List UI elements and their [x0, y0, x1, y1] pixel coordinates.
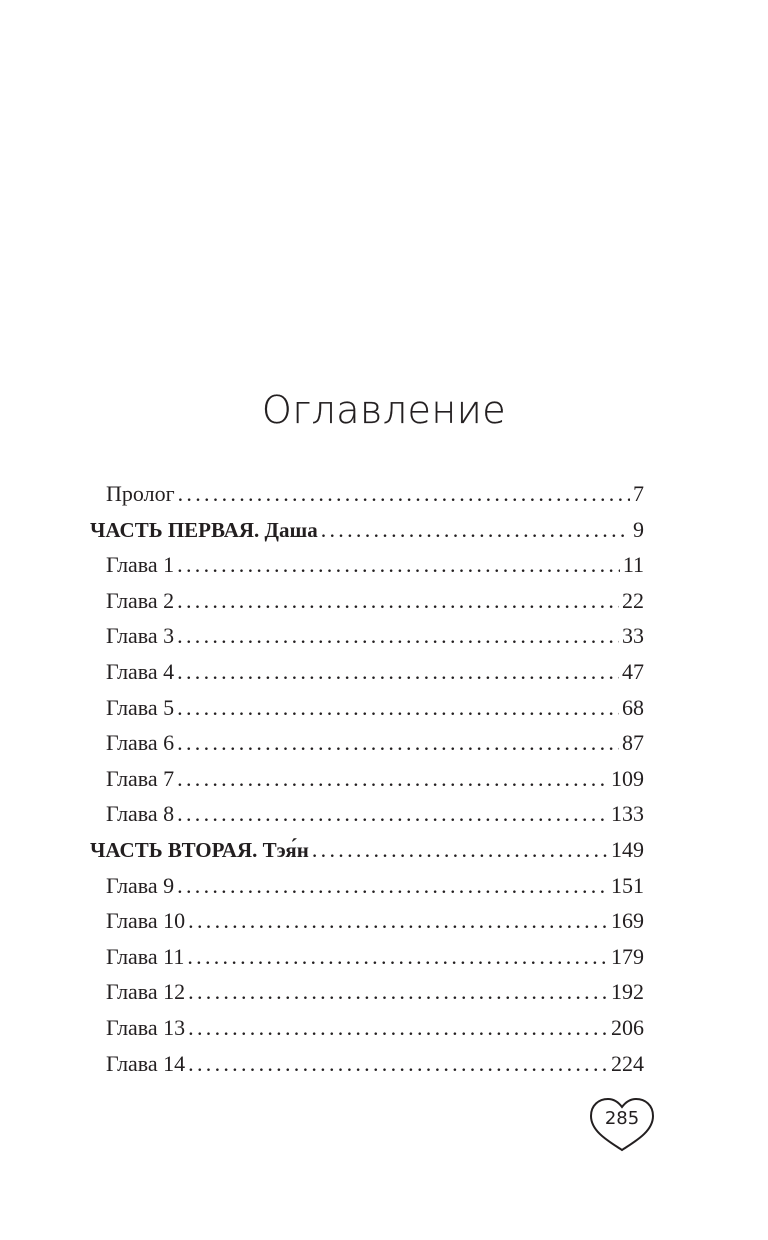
toc-entry-label: Глава 11 [106, 943, 185, 969]
toc-leader-dots [188, 974, 608, 1010]
toc-entry-label: ЧАСТЬ ВТОРАЯ. Тэя́н [90, 837, 309, 862]
toc-part-row [90, 512, 644, 548]
toc-entry-label: Глава 14 [106, 1050, 186, 1076]
toc-entry-page: 9 [633, 516, 644, 542]
toc-entry-label: Глава 10 [106, 908, 186, 934]
toc-leader-dots [177, 690, 619, 726]
toc-chapter-row [90, 761, 644, 797]
toc-leader-dots [177, 583, 619, 619]
toc-entry-page: 179 [611, 943, 644, 969]
toc-chapter-row [90, 618, 644, 654]
toc-entry-page: 7 [633, 481, 644, 506]
toc-leader-dots [187, 939, 608, 975]
toc-entry-label: Глава 12 [106, 979, 186, 1005]
toc-entry-label: Глава 9 [106, 872, 175, 898]
toc-chapter-row [90, 1046, 644, 1082]
toc-entry-label: Глава 8 [106, 801, 175, 827]
toc-entry-label: Глава 1 [106, 552, 175, 578]
toc-leader-dots [177, 654, 619, 690]
toc-entry-page: 87 [622, 730, 644, 756]
toc-entry-page: 11 [622, 552, 644, 578]
toc-part-row [90, 832, 644, 868]
toc-leader-dots [177, 868, 608, 904]
toc-entry-label: Глава 5 [106, 694, 175, 720]
toc-chapter-row [90, 476, 644, 512]
toc-chapter-row [90, 547, 644, 583]
toc-leader-dots [321, 512, 630, 548]
toc-leader-dots [177, 618, 619, 654]
toc-entry-page: 68 [622, 694, 644, 720]
toc-entry-label: ЧАСТЬ ПЕРВАЯ. Даша [90, 517, 318, 542]
toc-leader-dots [178, 476, 630, 512]
toc-chapter-row [90, 939, 644, 975]
toc-leader-dots [188, 1010, 608, 1046]
toc-entry-page: 47 [622, 658, 644, 684]
toc-entry-label: Глава 4 [106, 658, 175, 684]
toc-chapter-row [90, 654, 644, 690]
toc-entry-label: Глава 13 [106, 1014, 186, 1040]
toc-entry-page: 151 [611, 872, 644, 898]
page-title: Оглавление [261, 388, 507, 432]
toc-entry-page: 149 [611, 836, 644, 862]
toc-chapter-row [90, 1010, 644, 1046]
toc-entry-page: 224 [611, 1050, 644, 1076]
toc-chapter-row [90, 690, 644, 726]
toc-entry-label: Пролог [106, 481, 175, 506]
toc-entry-label: Глава 2 [106, 587, 175, 613]
toc-entry-page: 22 [622, 587, 644, 613]
toc-entry-label: Глава 7 [106, 765, 175, 791]
toc-leader-dots [177, 796, 608, 832]
page-number: 285 [604, 1108, 640, 1129]
toc-entry-page: 192 [611, 979, 644, 1005]
toc-entry-page: 206 [611, 1014, 644, 1040]
page-number-badge [588, 1096, 656, 1152]
toc-entry-page: 133 [611, 801, 644, 827]
toc-chapter-row [90, 796, 644, 832]
toc-leader-dots [188, 903, 608, 939]
toc-chapter-row [90, 868, 644, 904]
toc-entry-page: 169 [611, 908, 644, 934]
toc-leader-dots [312, 832, 608, 868]
toc-entry-page: 109 [611, 765, 644, 791]
toc-chapter-row [90, 725, 644, 761]
toc-entry-label: Глава 3 [106, 623, 175, 649]
toc-leader-dots [177, 725, 619, 761]
toc-chapter-row [90, 583, 644, 619]
toc-leader-dots [177, 547, 620, 583]
toc-leader-dots [188, 1046, 608, 1082]
toc-chapter-row [90, 903, 644, 939]
toc-entry-page: 33 [622, 623, 644, 649]
toc-leader-dots [177, 761, 608, 797]
table-of-contents [90, 476, 644, 1081]
toc-chapter-row [90, 974, 644, 1010]
toc-entry-label: Глава 6 [106, 730, 175, 756]
